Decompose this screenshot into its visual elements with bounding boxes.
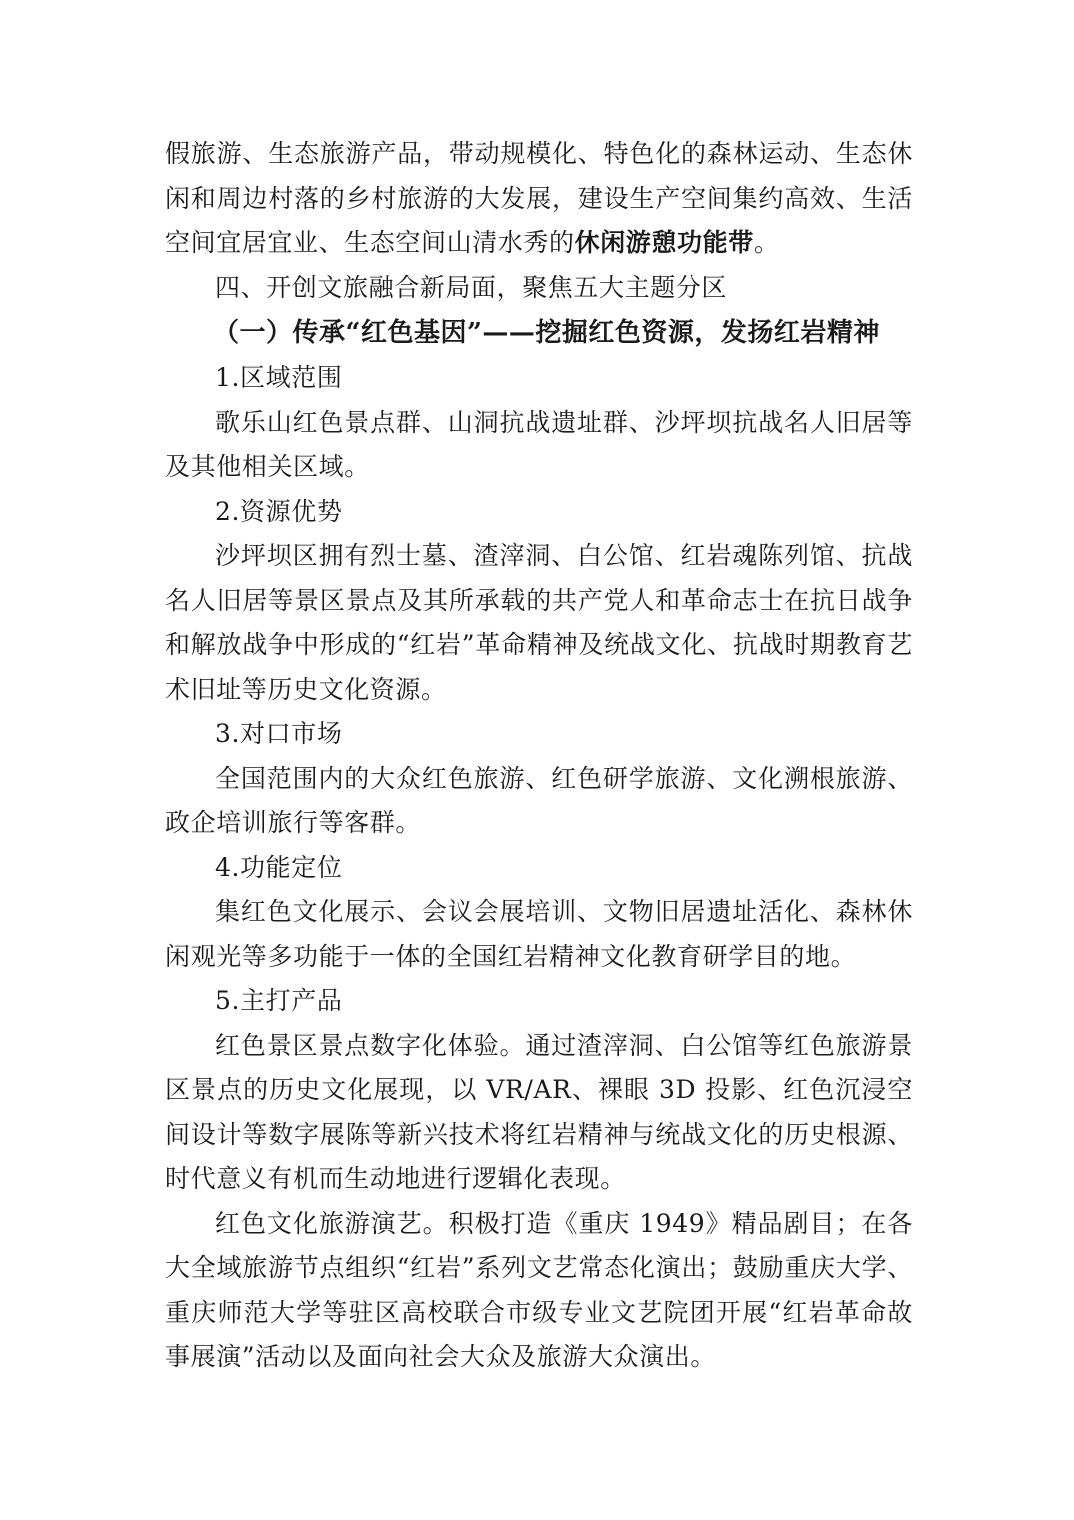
item-title-products: 5.主打产品: [215, 986, 343, 1015]
intro-paragraph: [165, 132, 913, 266]
subsection-heading: （一）传承“红色基因”——挖掘红色资源，发扬红岩精神: [213, 318, 880, 348]
item-text-products-digital: 红色景区景点数字化体验。通过渣滓洞、白公馆等红色旅游景区景点的历史文化展现，以 VR/AR、裸眼 3D 投影、红色沉浸空间设计等数字展陈等新兴技术将红岩精神与统战文化的历史根源、时代意义有机而生动地进行逻辑化表现。: [165, 1030, 913, 1193]
intro-end: 。: [753, 228, 780, 257]
intro-text: 假旅游、生态旅游产品，带动规模化、特色化的森林运动、生态休闲和周边村落的乡村旅游的大发展，建设生产空间集约高效、生活空间宜居宜业、生态空间山清水秀的: [165, 139, 913, 257]
section-heading: 四、开创文旅融合新局面，聚焦五大主题分区: [215, 272, 728, 302]
item-title-market: 3.对口市场: [215, 719, 343, 748]
item-text-region: 歌乐山红色景点群、山洞抗战遗址群、沙坪坝抗战名人旧居等及其他相关区域。: [165, 407, 913, 481]
item-text-positioning: 集红色文化展示、会议会展培训、文物旧居遗址活化、森林休闲观光等多功能于一体的全国红岩精神文化教育研学目的地。: [165, 897, 913, 971]
item-text-market: 全国范围内的大众红色旅游、红色研学旅游、文化溯根旅游、政企培训旅行等客群。: [165, 763, 913, 837]
item-title-resources: 2.资源优势: [215, 496, 343, 526]
intro-bold-phrase: 休闲游憩功能带: [574, 228, 754, 257]
item-title-region: 1.区域范围: [215, 363, 343, 392]
document-body: [165, 132, 913, 1380]
item-text-resources: 沙坪坝区拥有烈士墓、渣滓洞、白公馆、红岩魂陈列馆、抗战名人旧居等景区景点及其所承载的共产党人和革命志士在抗日战争和解放战争中形成的“红岩”革命精神及统战文化、抗战时期教育艺术旧址等历史文化资源。: [165, 541, 913, 704]
item-text-products-performance: 红色文化旅游演艺。积极打造《重庆 1949》精品剧目；在各大全域旅游节点组织“红岩”系列文艺常态化演出；鼓励重庆大学、重庆师范大学等驻区高校联合市级专业文艺院团开展“红岩革命故事展演”活动以及面向社会大众及旅游大众演出。: [165, 1208, 913, 1371]
item-title-positioning: 4.功能定位: [215, 852, 343, 882]
